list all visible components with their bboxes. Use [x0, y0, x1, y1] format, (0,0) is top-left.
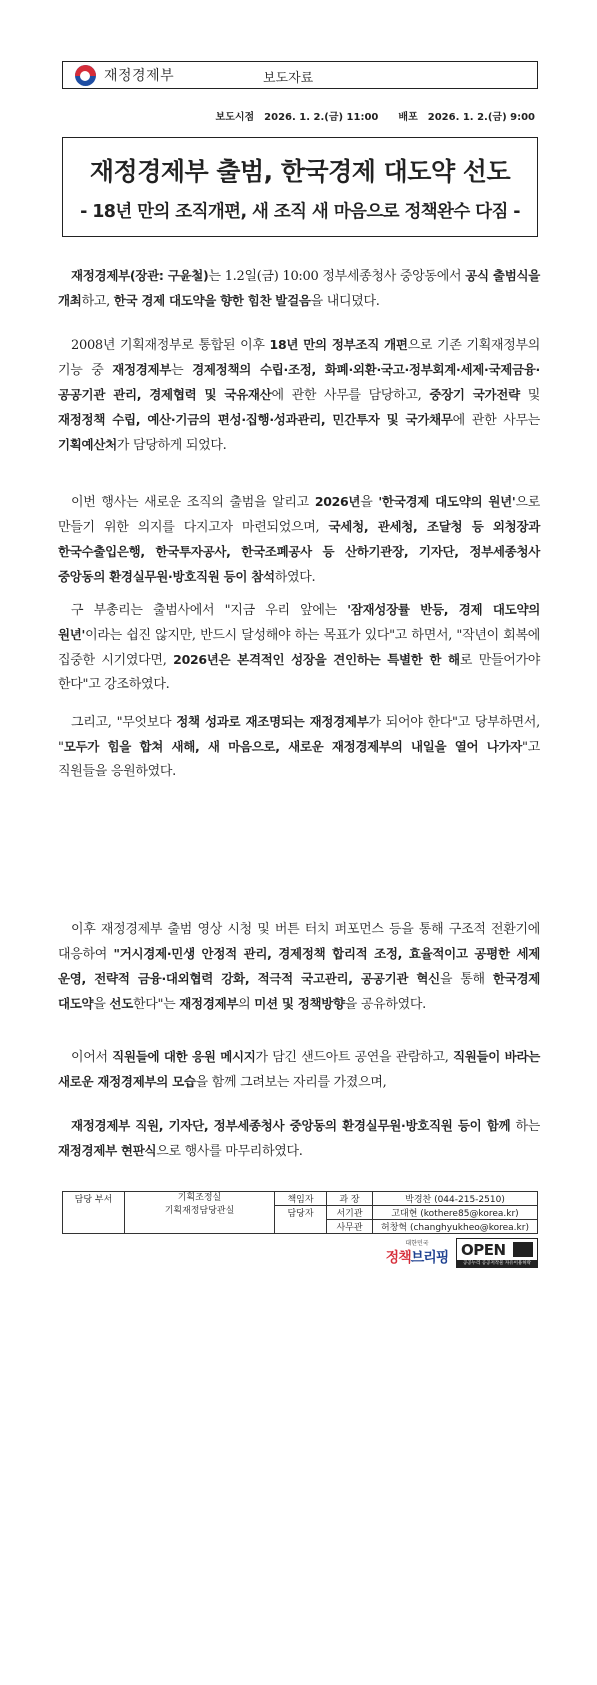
text-run: 으로 행사를 마무리하였다.	[156, 1144, 303, 1159]
bold-run: 재정경제부 직원, 기자단, 정부세종청사 중앙동의 환경실무원·방호직원 등이 함께	[71, 1118, 511, 1133]
ministry-name: 재정경제부	[104, 68, 175, 84]
brand-small-text: 대한민국	[405, 1240, 429, 1247]
bold-run: 공식 출범식을 개최	[58, 268, 541, 308]
text-run: 으로 만들기 위한 의지를 다지고자 마련되었으며,	[58, 495, 540, 535]
paragraph-7	[58, 1045, 540, 1095]
paragraph-4	[58, 598, 540, 697]
staff-label: 담당자	[275, 1206, 327, 1234]
contact-title: 사무관	[327, 1220, 373, 1234]
text-run: 을	[360, 495, 379, 510]
dept-label: 담당 부서	[63, 1192, 125, 1234]
ministry-logo	[75, 65, 174, 86]
open-strip-text: 공공누리 공공저작물 자유이용허락	[457, 1260, 537, 1267]
head-label: 책임자	[275, 1192, 327, 1206]
contact-table	[62, 1191, 538, 1234]
paragraph-8	[58, 1114, 540, 1164]
text-run: 을 함께 그려보는 자리를 가졌으며,	[195, 1075, 387, 1090]
bold-run: 재정정책 수립, 예산·기금의 편성·집행·성과관리, 민간투자 및 국가채무	[58, 412, 453, 427]
distribution-label: 배포	[398, 112, 418, 123]
paragraph-text	[58, 490, 540, 590]
text-run: 하고,	[81, 294, 114, 309]
paragraph-6	[58, 918, 540, 1017]
text-run: 2008년 기획재정부로 통합된 이후	[71, 338, 270, 353]
text-run: 그리고, "무엇보다	[71, 715, 177, 730]
brand-big-part-1: 정책	[385, 1250, 411, 1266]
bold-run: 18년 만의 정부조직 개편	[269, 337, 408, 352]
bold-run: 2026년은 본격적인 성장을 견인하는 특별한 한 해	[173, 652, 460, 667]
bold-run: 중장기 국가전략	[429, 387, 520, 402]
text-run: 의	[238, 997, 255, 1012]
policy-briefing-logo	[384, 1238, 450, 1268]
text-run: 을 통해	[439, 972, 493, 987]
paragraph-text	[58, 1114, 540, 1164]
bold-run: '한국경제 대도약의 원년'	[378, 494, 516, 509]
bold-run: 직원들이 바라는 새로운 재정경제부의 모습	[58, 1049, 541, 1089]
text-run: 으로 기존 기획재정부의 기능 중	[58, 338, 540, 378]
text-run: 가 담당하게 되었다.	[116, 438, 227, 453]
text-run: 이어서	[71, 1050, 113, 1065]
text-run: 이번 행사는 새로운 조직의 출범을 알리고	[71, 495, 315, 510]
bold-run: '잠재성장률 반등, 경제 대도약의 원년'	[58, 602, 540, 642]
open-text: OPEN	[461, 1241, 506, 1259]
taegeuk-logo-icon	[75, 65, 96, 86]
bold-run: 직원들에 대한 응원 메시지	[112, 1049, 256, 1064]
paragraph-1	[58, 264, 540, 314]
contact-name: 고대현 (kothere85@korea.kr)	[373, 1206, 538, 1220]
bold-run: 선도	[109, 996, 133, 1011]
paragraph-text	[58, 1045, 540, 1095]
title-box	[62, 137, 538, 237]
paragraph-text	[58, 333, 540, 458]
text-run: 가 담긴 샌드아트 공연을 관람하고,	[255, 1050, 453, 1065]
bold-run: 국세청, 관세청, 조달청 등 외청장과 한국수출입은행, 한국투자공사, 한국조폐공사 등 산하기관장, 기자단, 정부세종청사 중앙동의 환경실무원·방호직원 등이 참석	[58, 519, 540, 584]
text-run: 는	[171, 363, 193, 378]
bold-run: "거시경제·민생 안정적 관리, 경제정책 합리적 조정, 효율적이고 공평한 세제 운영, 전략적 금융·대외협력 강화, 적극적 국고관리, 공공기관 혁신	[58, 946, 540, 986]
paragraph-text	[58, 598, 540, 697]
text-run: 하는	[510, 1119, 540, 1134]
text-run: 및	[519, 388, 540, 403]
text-run: 한다"는	[132, 997, 180, 1012]
text-run: 을	[93, 997, 110, 1012]
text-run: 는 1.2일(금) 10:00 정부세종청사 중앙동에서	[208, 269, 466, 284]
dept-line-1: 기획조정실	[177, 1193, 222, 1203]
bold-run: 기획예산처	[58, 437, 117, 452]
contact-title: 서기관	[327, 1206, 373, 1220]
kogl-open-badge	[456, 1238, 538, 1268]
main-title: 재정경제부 출범, 한국경제 대도약 선도	[89, 157, 511, 186]
contact-name: 박경찬 (044-215-2510)	[373, 1192, 538, 1206]
paragraph-text	[58, 710, 540, 784]
text-run: 로 만들어가야 한다"고 강조하였다.	[58, 653, 541, 692]
release-time-value: 2026. 1. 2.(금) 11:00	[264, 112, 379, 123]
text-run: 을 공유하였다.	[344, 997, 427, 1012]
text-run: 에 관한 사무는	[452, 413, 540, 428]
bold-run: 재정경제부(장관: 구윤철)	[71, 268, 209, 283]
text-run: "고 직원들을 응원하였다.	[58, 740, 540, 779]
brand-big-part-2: 브리핑	[410, 1250, 449, 1266]
paragraph-3	[58, 490, 540, 590]
contact-name: 허창혁 (changhyukheo@korea.kr)	[373, 1220, 538, 1234]
bold-run: 재정경제부 현판식	[58, 1143, 157, 1158]
distribution-value: 2026. 1. 2.(금) 9:00	[427, 112, 535, 123]
bold-run: 한국 경제 대도약을 향한 힘찬 발걸음	[113, 293, 311, 308]
bold-run: 미션 및 정책방향	[254, 996, 345, 1011]
text-run: 하였다.	[274, 570, 316, 585]
dept-name	[125, 1192, 275, 1234]
contact-title: 과 장	[327, 1192, 373, 1206]
text-run: 을 내디뎠다.	[310, 294, 380, 309]
brand-big-text	[384, 1247, 450, 1267]
header-box	[62, 61, 538, 89]
sub-title: - 18년 만의 조직개편, 새 조직 새 마음으로 정책완수 다짐 -	[80, 202, 520, 222]
text-run: 이후 재정경제부 출범 영상 시청 및 버튼 터치 퍼포먼스 등을 통해 구조적 전환기에 대응하여	[58, 922, 540, 962]
bold-run: 재정경제부	[179, 996, 239, 1011]
bold-run: 재정경제부	[112, 362, 172, 377]
doc-type: 보도자료	[263, 71, 314, 86]
bold-run: 모두가 힘을 합쳐 새해, 새 마음으로, 새로운 재정경제부의 내일을 열어 나가자	[63, 739, 523, 754]
text-run: 에 관한 사무를 담당하고,	[271, 388, 430, 403]
bold-run: 경제정책의 수립·조정, 화폐·외환·국고·정부회계·세제·국제금융·공공기관 관리, 경제협력 및 국유재산	[58, 362, 540, 402]
bold-run: 2026년	[314, 494, 361, 509]
paragraph-text	[58, 918, 540, 1017]
release-time-label: 보도시점	[215, 112, 255, 123]
paragraph-5	[58, 710, 540, 784]
text-run: 구 부총리는 출범사에서 "지금 우리 앞에는	[71, 603, 348, 618]
bold-run: 정책 성과로 재조명되는 재정경제부	[176, 714, 369, 729]
paragraph-text	[58, 264, 540, 314]
text-run: 이라는 쉽진 않지만, 반드시 달성해야 하는 목표가 있다"고 하면서, "작년이 회복에 집중한 시기였다면,	[58, 628, 540, 668]
paragraph-2	[58, 333, 540, 458]
dept-line-2: 기획재정담당관실	[164, 1206, 235, 1216]
kogl-type-icon	[513, 1242, 533, 1257]
release-info	[216, 108, 535, 123]
bold-run: 한국경제 대도약	[58, 971, 540, 1011]
text-run: 가 되어야 한다"고 당부하면서, "	[58, 715, 540, 755]
